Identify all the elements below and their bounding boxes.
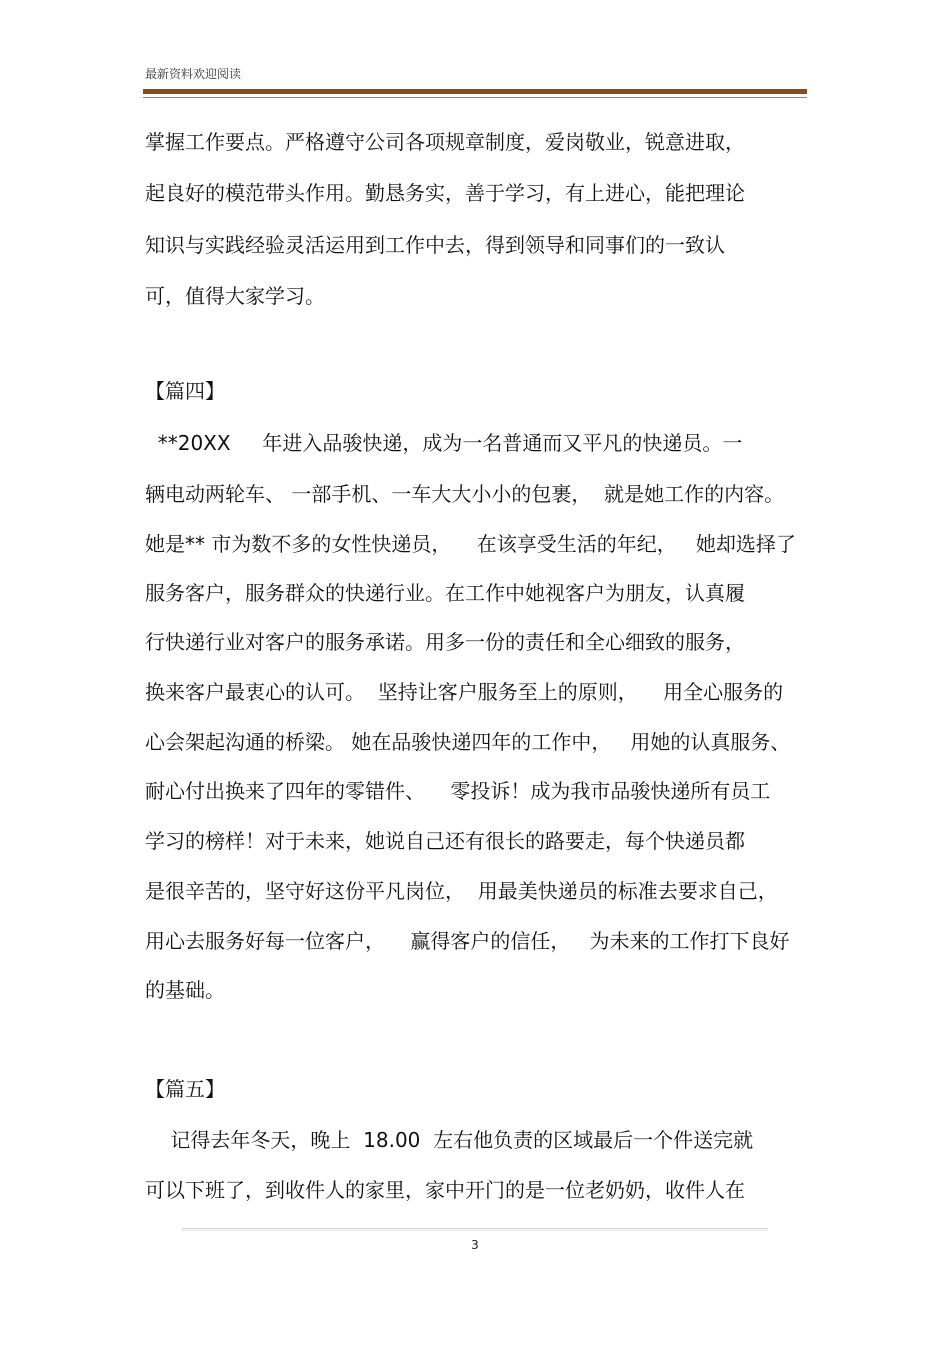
page-header: 最新资料欢迎阅读 bbox=[145, 67, 242, 81]
body-line: 心会架起沟通的桥梁。 她在品骏快递四年的工作中， 用她的认真服务、 bbox=[145, 730, 791, 754]
body-line: 辆电动两轮车、 一部手机、一车大大小小的包裹， 就是她工作的内容。 bbox=[145, 482, 785, 506]
header-rule bbox=[143, 89, 807, 94]
body-line: 学习的榜样！对于未来，她说自己还有很长的路要走，每个快递员都 bbox=[145, 829, 745, 853]
body-line: 知识与实践经验灵活运用到工作中去，得到领导和同事们的一致认 bbox=[145, 233, 725, 257]
body-line: 可，值得大家学习。 bbox=[145, 284, 325, 308]
body-line: 掌握工作要点。严格遵守公司各项规章制度，爱岗敬业，锐意进取， bbox=[145, 130, 745, 154]
body-line: 服务客户，服务群众的快递行业。在工作中她视客户为朋友，认真履 bbox=[145, 581, 745, 605]
body-line: 可以下班了，到收件人的家里，家中开门的是一位老奶奶，收件人在 bbox=[145, 1178, 745, 1202]
body-line: 行快递行业对客户的服务承诺。用多一份的责任和全心细致的服务， bbox=[145, 630, 745, 654]
section-heading: 【篇四】 bbox=[145, 379, 225, 403]
body-line: 耐心付出换来了四年的零错件、 零投诉！成为我市品骏快递所有员工 bbox=[145, 779, 771, 803]
body-line: 换来客户最衷心的认可。 坚持让客户服务至上的原则， 用全心服务的 bbox=[145, 680, 784, 704]
body-line: 起良好的模范带头作用。勤恳务实，善于学习，有上进心，能把理论 bbox=[145, 181, 745, 205]
header-rule-thin bbox=[143, 97, 807, 98]
body-line: 记得去年冬天，晚上 18.00 左右他负责的区域最后一个件送完就 bbox=[145, 1128, 754, 1152]
body-line: 是很辛苦的，坚守好这份平凡岗位， 用最美快递员的标准去要求自己， bbox=[145, 879, 778, 903]
body-line: 用心去服务好每一位客户， 赢得客户的信任， 为未来的工作打下良好 bbox=[145, 929, 790, 953]
body-line: **20XX 年进入品骏快递，成为一名普通而又平凡的快递员。一 bbox=[145, 431, 743, 455]
body-line: 她是** 市为数不多的女性快递员， 在该享受生活的年纪， 她却选择了 bbox=[145, 532, 796, 556]
body-line: 的基础。 bbox=[145, 978, 225, 1002]
footer-rule-light bbox=[182, 1230, 768, 1231]
section-heading: 【篇五】 bbox=[145, 1077, 225, 1101]
footer-rule bbox=[182, 1228, 768, 1229]
page-number: 3 bbox=[471, 1238, 479, 1252]
